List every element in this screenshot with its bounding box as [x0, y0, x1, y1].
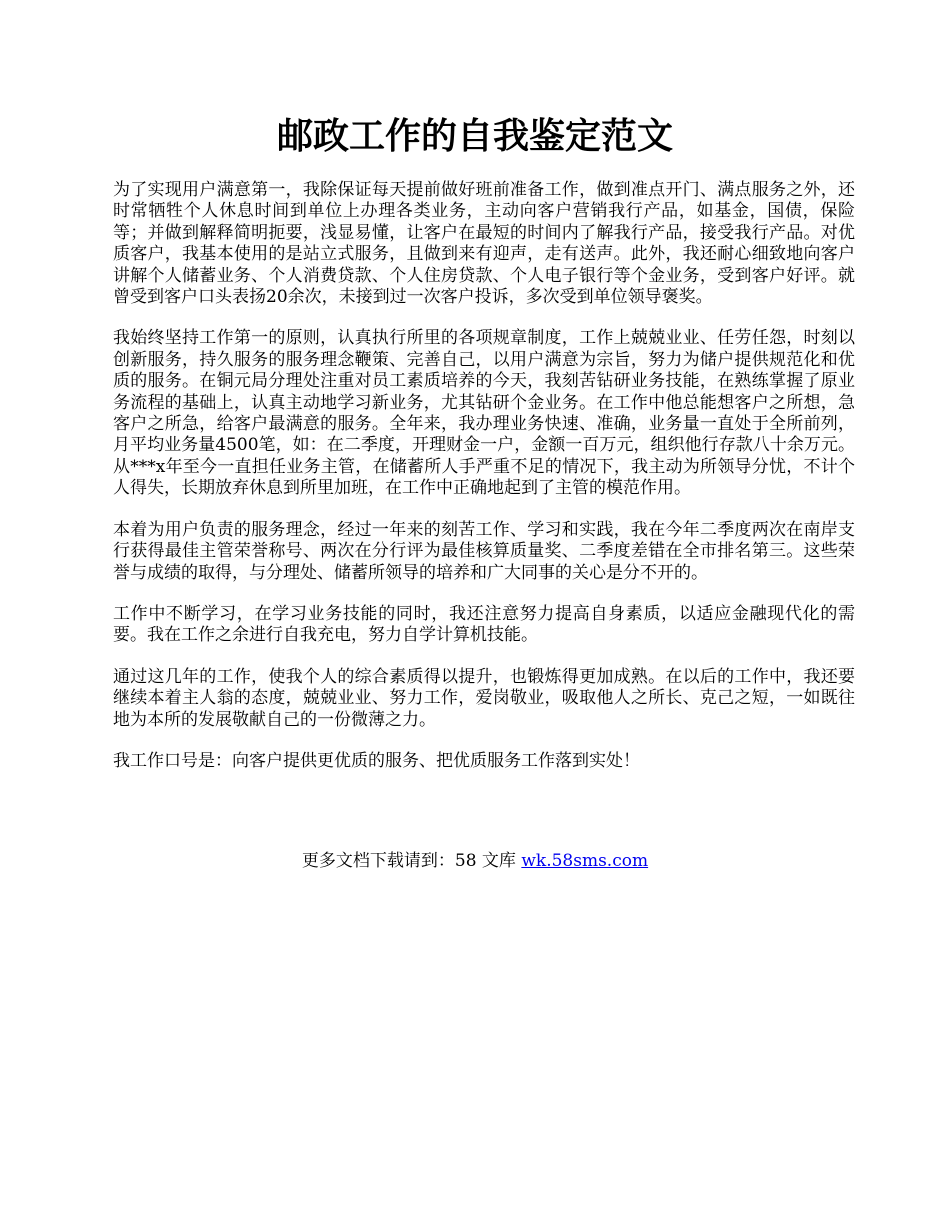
footer-link[interactable]: wk.58sms.com: [521, 851, 649, 871]
download-footer: [0, 850, 950, 872]
paragraph-2: 我始终坚持工作第一的原则，认真执行所里的各项规章制度，工作上兢兢业业、任劳任怨，时刻以创新服务，持久服务的服务理念鞭策、完善自己，以用户满意为宗旨，努力为储户提供规范化和优质的服务。在铜元局分理处注重对员工素质培养的今天，我刻苦钻研业务技能，在熟练掌握了原业务流程的基础上，认真主动地学习新业务，尤其钻研个金业务。在工作中他总能想客户之所想，急客户之所急，给客户最满意的服务。全年来，我办理业务快速、准确，业务量一直处于全所前列，月平均业务量4500笔，如：在二季度，开理财金一户，金额一百万元，组织他行存款八十余万元。从***x年至今一直担任业务主管，在储蓄所人手严重不足的情况下，我主动为所领导分忧，不计个人得失，长期放弃休息到所里加班，在工作中正确地起到了主管的模范作用。: [113, 328, 855, 499]
paragraph-3: 本着为用户负责的服务理念，经过一年来的刻苦工作、学习和实践，我在今年二季度两次在南岸支行获得最佳主管荣誉称号、两次在分行评为最佳核算质量奖、二季度差错在全市排名第三。这些荣誉与成绩的取得，与分理处、储蓄所领导的培养和广大同事的关心是分不开的。: [113, 519, 855, 583]
paragraph-1: 为了实现用户满意第一，我除保证每天提前做好班前准备工作，做到准点开门、满点服务之外，还时常牺牲个人休息时间到单位上办理各类业务，主动向客户营销我行产品，如基金，国债，保险等；并做到解释简明扼要，浅显易懂，让客户在最短的时间内了解我行产品，接受我行产品。对优质客户，我基本使用的是站立式服务，且做到来有迎声，走有送声。此外，我还耐心细致地向客户讲解个人储蓄业务、个人消费贷款、个人住房贷款、个人电子银行等个金业务，受到客户好评。就曾受到客户口头表扬20余次，未接到过一次客户投诉，多次受到单位领导褒奖。: [113, 180, 855, 308]
paragraph-4: 工作中不断学习，在学习业务技能的同时，我还注意努力提高自身素质，以适应金融现代化的需要。我在工作之余进行自我充电，努力自学计算机技能。: [113, 603, 855, 646]
document-title: 邮政工作的自我鉴定范文: [276, 115, 673, 157]
paragraph-6: 我工作口号是：向客户提供更优质的服务、把优质服务工作落到实处！: [113, 750, 640, 771]
footer-text: 更多文档下载请到：58 文库: [301, 851, 522, 871]
document-body: [113, 180, 855, 792]
paragraph-5: 通过这几年的工作，使我个人的综合素质得以提升，也锻炼得更加成熟。在以后的工作中，我还要继续本着主人翁的态度，兢兢业业、努力工作，爱岗敬业，吸取他人之所长、克己之短，一如既往地为本所的发展敬献自己的一份微薄之力。: [113, 666, 855, 730]
